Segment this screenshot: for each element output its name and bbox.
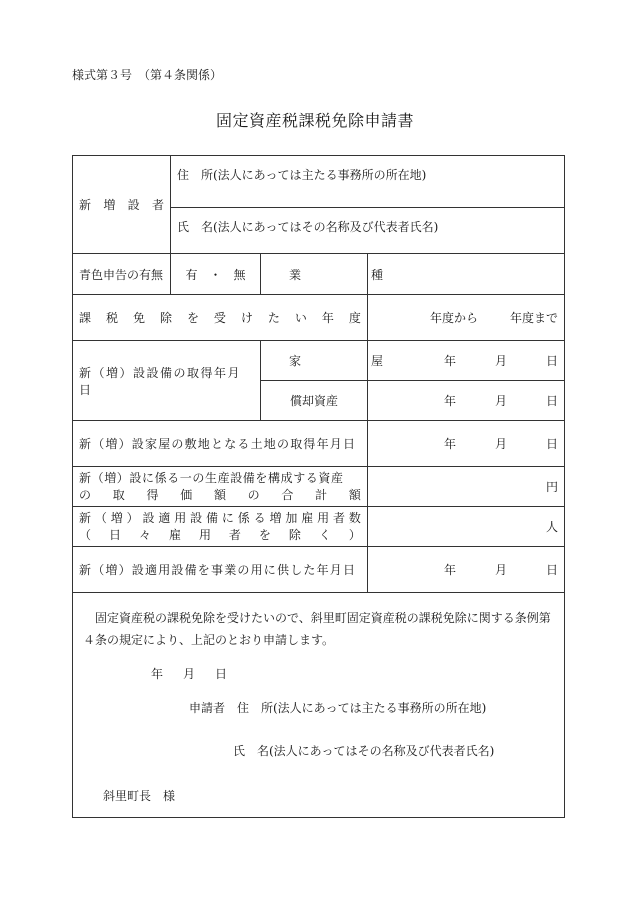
recipient: 斜里町長 様 <box>103 789 176 803</box>
person-unit: 人 <box>546 520 559 534</box>
exemption-year-label-cell <box>73 295 368 341</box>
applicant-name-line[interactable]: 氏 名(法人にあってはその名称及び代表者氏名) <box>233 744 495 758</box>
acquisition-cost-label: 新（増）設に係る一の生産設備を構成する資産 の 取 得 価 額 の 合 計 額 <box>73 467 368 507</box>
house-label-cell <box>261 341 383 381</box>
year-from-label: 年度から <box>430 311 479 325</box>
exemption-year-label: 課 税 免 除 を 受 け た い 年 度 <box>79 311 361 325</box>
application-date[interactable]: 年 月 日 <box>151 667 228 681</box>
business-use-date-field[interactable]: 年 月 日 <box>368 547 565 593</box>
business-use-label: 新（増）設適用設備を事業の用に供した年月日 <box>73 547 368 593</box>
house-label: 家 屋 <box>289 354 383 368</box>
employees-field[interactable] <box>368 507 565 547</box>
applicant-address-line[interactable]: 申請者 住 所(法人にあっては主たる事務所の所在地) <box>189 701 487 715</box>
blue-return-label: 青色申告の有無 <box>73 254 171 295</box>
employees-label: 新 （ 増 ） 設 適 用 設 備 に 係 る 増 加 雇 用 者 数 （ 日 々 雇 用 者 を 除 く ） <box>73 507 368 547</box>
blue-return-options[interactable]: 有 ・ 無 <box>171 254 261 295</box>
declaration-section <box>73 593 565 818</box>
year-to-label: 年度まで <box>510 311 559 325</box>
yen-unit: 円 <box>546 480 559 494</box>
industry-label-cell <box>261 254 383 295</box>
name-label: 氏 名(法人にあってはその名称及び代表者氏名) <box>177 220 439 234</box>
industry-label: 業 種 <box>289 267 383 282</box>
application-form-table <box>72 155 565 818</box>
name-field[interactable] <box>171 208 565 254</box>
acquisition-cost-field[interactable] <box>368 467 565 507</box>
exemption-year-field[interactable] <box>368 295 565 341</box>
page-title: 固定資産税課税免除申請書 <box>215 111 414 130</box>
applicant-label: 新 増 設 者 <box>79 198 164 212</box>
address-label: 住 所(法人にあっては主たる事務所の所在地) <box>177 168 427 182</box>
land-acquisition-label: 新（増）設家屋の敷地となる土地の取得年月日 <box>73 421 368 467</box>
house-date-field[interactable]: 年 月 日 <box>368 341 565 381</box>
form-number: 様式第３号 （第４条関係） <box>72 68 223 82</box>
assets-date-field[interactable]: 年 月 日 <box>368 381 565 421</box>
land-date-field[interactable]: 年 月 日 <box>368 421 565 467</box>
declaration-text: 固定資産税の課税免除を受けたいので、斜里町固定資産税の課税免除に関する条例第４条の規定により、上記のとおり申請します。 <box>83 611 551 647</box>
acquisition-label: 新（増）設設備の取得年月日 <box>73 341 261 421</box>
industry-field[interactable] <box>368 254 565 295</box>
applicant-label-cell <box>73 156 171 254</box>
address-field[interactable] <box>171 156 565 208</box>
depreciable-assets-label: 償却資産 <box>261 381 368 421</box>
